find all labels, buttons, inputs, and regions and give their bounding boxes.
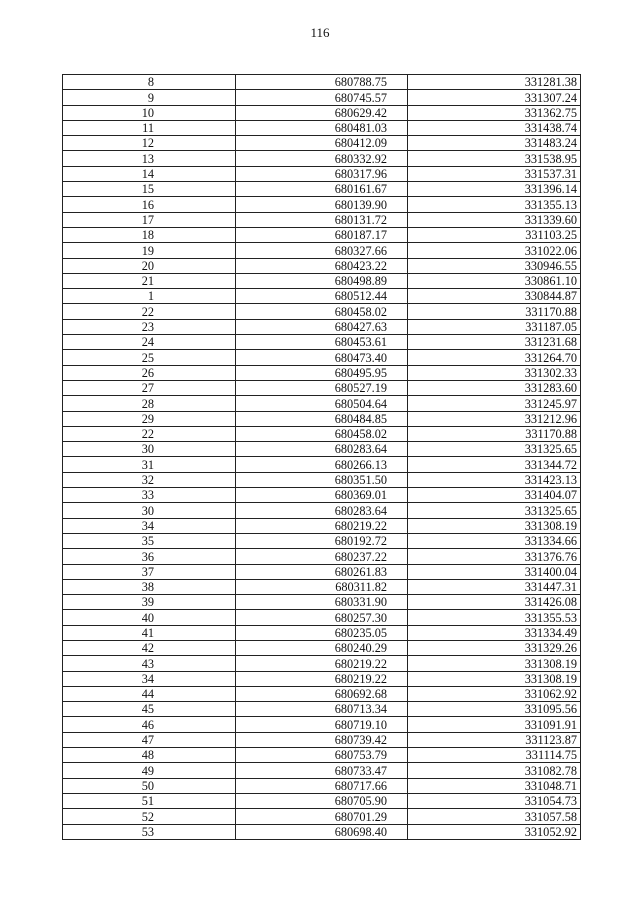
y-coordinate-cell: 331114.75 — [408, 748, 581, 763]
x-coordinate-cell: 680733.47 — [236, 763, 408, 778]
table-row — [63, 457, 581, 472]
x-coordinate-cell: 680719.10 — [236, 717, 408, 732]
table-row — [63, 625, 581, 640]
x-coordinate-cell: 680753.79 — [236, 748, 408, 763]
x-coordinate-cell: 680481.03 — [236, 120, 408, 135]
point-number-cell: 11 — [63, 120, 236, 135]
table-row — [63, 686, 581, 701]
point-number-cell: 30 — [63, 442, 236, 457]
y-coordinate-cell: 331404.07 — [408, 488, 581, 503]
y-coordinate-cell: 331052.92 — [408, 824, 581, 839]
table-row — [63, 702, 581, 717]
x-coordinate-cell: 680739.42 — [236, 732, 408, 747]
table-row — [63, 396, 581, 411]
point-number-cell: 25 — [63, 350, 236, 365]
x-coordinate-cell: 680327.66 — [236, 243, 408, 258]
point-number-cell: 47 — [63, 732, 236, 747]
x-coordinate-cell: 680161.67 — [236, 182, 408, 197]
table-row — [63, 488, 581, 503]
y-coordinate-cell: 331308.19 — [408, 671, 581, 686]
table-row — [63, 793, 581, 808]
y-coordinate-cell: 331123.87 — [408, 732, 581, 747]
y-coordinate-cell: 331091.91 — [408, 717, 581, 732]
y-coordinate-cell: 331212.96 — [408, 411, 581, 426]
x-coordinate-cell: 680412.09 — [236, 136, 408, 151]
x-coordinate-cell: 680423.22 — [236, 258, 408, 273]
point-number-cell: 18 — [63, 227, 236, 242]
y-coordinate-cell: 331231.68 — [408, 335, 581, 350]
point-number-cell: 17 — [63, 212, 236, 227]
y-coordinate-cell: 331538.95 — [408, 151, 581, 166]
y-coordinate-cell: 331062.92 — [408, 686, 581, 701]
point-number-cell: 48 — [63, 748, 236, 763]
point-number-cell: 19 — [63, 243, 236, 258]
y-coordinate-cell: 331054.73 — [408, 793, 581, 808]
x-coordinate-cell: 680283.64 — [236, 503, 408, 518]
y-coordinate-cell: 331170.88 — [408, 304, 581, 319]
y-coordinate-cell: 331334.49 — [408, 625, 581, 640]
y-coordinate-cell: 331103.25 — [408, 227, 581, 242]
table-row — [63, 75, 581, 90]
x-coordinate-cell: 680283.64 — [236, 442, 408, 457]
table-row — [63, 105, 581, 120]
point-number-cell: 15 — [63, 182, 236, 197]
page-number: 116 — [310, 25, 330, 40]
point-number-cell: 50 — [63, 778, 236, 793]
y-coordinate-cell: 330946.55 — [408, 258, 581, 273]
table-row — [63, 273, 581, 288]
point-number-cell: 23 — [63, 319, 236, 334]
y-coordinate-cell: 331057.58 — [408, 809, 581, 824]
y-coordinate-cell: 331325.65 — [408, 503, 581, 518]
x-coordinate-cell: 680139.90 — [236, 197, 408, 212]
table-row — [63, 90, 581, 105]
point-number-cell: 52 — [63, 809, 236, 824]
table-row — [63, 335, 581, 350]
coordinates-table — [62, 74, 581, 840]
table-row — [63, 227, 581, 242]
table-row — [63, 380, 581, 395]
point-number-cell: 49 — [63, 763, 236, 778]
table-row — [63, 610, 581, 625]
table-row — [63, 136, 581, 151]
table-row — [63, 640, 581, 655]
y-coordinate-cell: 330844.87 — [408, 289, 581, 304]
point-number-cell: 29 — [63, 411, 236, 426]
x-coordinate-cell: 680317.96 — [236, 166, 408, 181]
table-row — [63, 472, 581, 487]
table-row — [63, 151, 581, 166]
table-row — [63, 197, 581, 212]
y-coordinate-cell: 331362.75 — [408, 105, 581, 120]
coordinates-table-body — [63, 75, 581, 840]
point-number-cell: 22 — [63, 304, 236, 319]
x-coordinate-cell: 680705.90 — [236, 793, 408, 808]
point-number-cell: 16 — [63, 197, 236, 212]
x-coordinate-cell: 680701.29 — [236, 809, 408, 824]
table-row — [63, 656, 581, 671]
table-row — [63, 182, 581, 197]
point-number-cell: 43 — [63, 656, 236, 671]
x-coordinate-cell: 680698.40 — [236, 824, 408, 839]
y-coordinate-cell: 331264.70 — [408, 350, 581, 365]
y-coordinate-cell: 331325.65 — [408, 442, 581, 457]
table-row — [63, 258, 581, 273]
table-row — [63, 518, 581, 533]
x-coordinate-cell: 680745.57 — [236, 90, 408, 105]
point-number-cell: 14 — [63, 166, 236, 181]
x-coordinate-cell: 680458.02 — [236, 426, 408, 441]
point-number-cell: 51 — [63, 793, 236, 808]
y-coordinate-cell: 331423.13 — [408, 472, 581, 487]
y-coordinate-cell: 331082.78 — [408, 763, 581, 778]
x-coordinate-cell: 680266.13 — [236, 457, 408, 472]
table-row — [63, 748, 581, 763]
x-coordinate-cell: 680713.34 — [236, 702, 408, 717]
y-coordinate-cell: 331438.74 — [408, 120, 581, 135]
point-number-cell: 45 — [63, 702, 236, 717]
y-coordinate-cell: 331334.66 — [408, 533, 581, 548]
point-number-cell: 10 — [63, 105, 236, 120]
x-coordinate-cell: 680332.92 — [236, 151, 408, 166]
x-coordinate-cell: 680351.50 — [236, 472, 408, 487]
point-number-cell: 53 — [63, 824, 236, 839]
table-row — [63, 778, 581, 793]
x-coordinate-cell: 680331.90 — [236, 595, 408, 610]
point-number-cell: 34 — [63, 671, 236, 686]
y-coordinate-cell: 331329.26 — [408, 640, 581, 655]
point-number-cell: 36 — [63, 549, 236, 564]
point-number-cell: 22 — [63, 426, 236, 441]
y-coordinate-cell: 331537.31 — [408, 166, 581, 181]
table-row — [63, 549, 581, 564]
y-coordinate-cell: 331187.05 — [408, 319, 581, 334]
point-number-cell: 34 — [63, 518, 236, 533]
y-coordinate-cell: 331095.56 — [408, 702, 581, 717]
y-coordinate-cell: 331308.19 — [408, 656, 581, 671]
point-number-cell: 35 — [63, 533, 236, 548]
table-row — [63, 243, 581, 258]
x-coordinate-cell: 680788.75 — [236, 75, 408, 90]
table-row — [63, 732, 581, 747]
y-coordinate-cell: 331355.53 — [408, 610, 581, 625]
x-coordinate-cell: 680235.05 — [236, 625, 408, 640]
point-number-cell: 26 — [63, 365, 236, 380]
y-coordinate-cell: 331281.38 — [408, 75, 581, 90]
table-row — [63, 120, 581, 135]
y-coordinate-cell: 331376.76 — [408, 549, 581, 564]
x-coordinate-cell: 680427.63 — [236, 319, 408, 334]
y-coordinate-cell: 331339.60 — [408, 212, 581, 227]
y-coordinate-cell: 331396.14 — [408, 182, 581, 197]
x-coordinate-cell: 680219.22 — [236, 671, 408, 686]
table-row — [63, 289, 581, 304]
point-number-cell: 46 — [63, 717, 236, 732]
x-coordinate-cell: 680261.83 — [236, 564, 408, 579]
point-number-cell: 27 — [63, 380, 236, 395]
table-row — [63, 319, 581, 334]
point-number-cell: 40 — [63, 610, 236, 625]
y-coordinate-cell: 331344.72 — [408, 457, 581, 472]
x-coordinate-cell: 680192.72 — [236, 533, 408, 548]
y-coordinate-cell: 331283.60 — [408, 380, 581, 395]
x-coordinate-cell: 680495.95 — [236, 365, 408, 380]
point-number-cell: 33 — [63, 488, 236, 503]
table-row — [63, 671, 581, 686]
table-row — [63, 717, 581, 732]
point-number-cell: 9 — [63, 90, 236, 105]
table-row — [63, 212, 581, 227]
table-row — [63, 411, 581, 426]
x-coordinate-cell: 680458.02 — [236, 304, 408, 319]
table-row — [63, 503, 581, 518]
point-number-cell: 32 — [63, 472, 236, 487]
point-number-cell: 8 — [63, 75, 236, 90]
point-number-cell: 30 — [63, 503, 236, 518]
x-coordinate-cell: 680219.22 — [236, 656, 408, 671]
table-row — [63, 809, 581, 824]
x-coordinate-cell: 680527.19 — [236, 380, 408, 395]
x-coordinate-cell: 680484.85 — [236, 411, 408, 426]
y-coordinate-cell: 331447.31 — [408, 579, 581, 594]
point-number-cell: 20 — [63, 258, 236, 273]
table-row — [63, 763, 581, 778]
y-coordinate-cell: 331483.24 — [408, 136, 581, 151]
x-coordinate-cell: 680237.22 — [236, 549, 408, 564]
x-coordinate-cell: 680453.61 — [236, 335, 408, 350]
y-coordinate-cell: 331400.04 — [408, 564, 581, 579]
point-number-cell: 39 — [63, 595, 236, 610]
table-row — [63, 442, 581, 457]
point-number-cell: 28 — [63, 396, 236, 411]
x-coordinate-cell: 680512.44 — [236, 289, 408, 304]
x-coordinate-cell: 680240.29 — [236, 640, 408, 655]
y-coordinate-cell: 331308.19 — [408, 518, 581, 533]
point-number-cell: 31 — [63, 457, 236, 472]
table-row — [63, 595, 581, 610]
point-number-cell: 24 — [63, 335, 236, 350]
point-number-cell: 13 — [63, 151, 236, 166]
x-coordinate-cell: 680131.72 — [236, 212, 408, 227]
x-coordinate-cell: 680498.89 — [236, 273, 408, 288]
y-coordinate-cell: 331307.24 — [408, 90, 581, 105]
x-coordinate-cell: 680473.40 — [236, 350, 408, 365]
y-coordinate-cell: 331426.08 — [408, 595, 581, 610]
y-coordinate-cell: 331022.06 — [408, 243, 581, 258]
point-number-cell: 41 — [63, 625, 236, 640]
point-number-cell: 1 — [63, 289, 236, 304]
x-coordinate-cell: 680692.68 — [236, 686, 408, 701]
point-number-cell: 12 — [63, 136, 236, 151]
table-row — [63, 350, 581, 365]
y-coordinate-cell: 330861.10 — [408, 273, 581, 288]
x-coordinate-cell: 680257.30 — [236, 610, 408, 625]
x-coordinate-cell: 680187.17 — [236, 227, 408, 242]
x-coordinate-cell: 680311.82 — [236, 579, 408, 594]
x-coordinate-cell: 680629.42 — [236, 105, 408, 120]
table-row — [63, 579, 581, 594]
table-row — [63, 426, 581, 441]
table-row — [63, 824, 581, 839]
table-row — [63, 533, 581, 548]
point-number-cell: 21 — [63, 273, 236, 288]
point-number-cell: 42 — [63, 640, 236, 655]
point-number-cell: 37 — [63, 564, 236, 579]
point-number-cell: 38 — [63, 579, 236, 594]
x-coordinate-cell: 680717.66 — [236, 778, 408, 793]
table-row — [63, 365, 581, 380]
y-coordinate-cell: 331048.71 — [408, 778, 581, 793]
point-number-cell: 44 — [63, 686, 236, 701]
y-coordinate-cell: 331302.33 — [408, 365, 581, 380]
y-coordinate-cell: 331170.88 — [408, 426, 581, 441]
y-coordinate-cell: 331355.13 — [408, 197, 581, 212]
table-row — [63, 166, 581, 181]
table-row — [63, 304, 581, 319]
x-coordinate-cell: 680369.01 — [236, 488, 408, 503]
x-coordinate-cell: 680219.22 — [236, 518, 408, 533]
x-coordinate-cell: 680504.64 — [236, 396, 408, 411]
y-coordinate-cell: 331245.97 — [408, 396, 581, 411]
table-row — [63, 564, 581, 579]
